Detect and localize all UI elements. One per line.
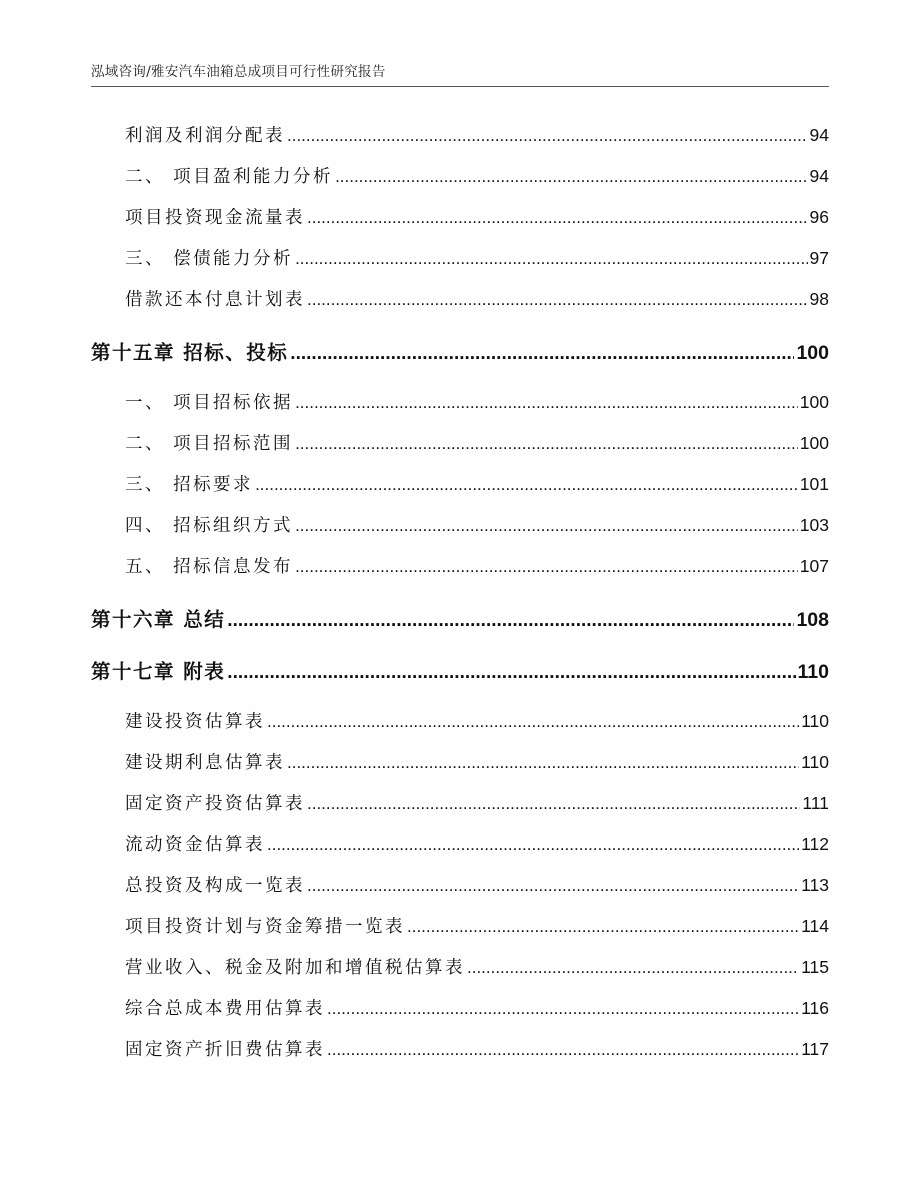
toc-page-number: 96	[809, 207, 829, 227]
toc-dot-leader	[295, 557, 798, 577]
toc-entry-label: 建设投资估算表	[125, 712, 265, 732]
toc-page-number: 117	[801, 1039, 829, 1059]
toc-entry-label: 四、 招标组织方式	[125, 516, 294, 536]
toc-entry[interactable]	[91, 204, 829, 230]
toc-entry-label: 五、 招标信息发布	[125, 557, 294, 577]
toc-page-number: 103	[799, 515, 829, 535]
toc-dot-leader	[267, 712, 799, 732]
toc-entry-label: 三、 偿债能力分析	[125, 249, 294, 269]
toc-entry[interactable]	[91, 913, 829, 939]
toc-entry-label: 借款还本付息计划表	[125, 290, 305, 310]
toc-entry[interactable]	[91, 163, 829, 189]
toc-entry-label: 建设期利息估算表	[125, 753, 285, 773]
toc-entry-label: 固定资产折旧费估算表	[125, 1040, 325, 1060]
toc-entry[interactable]	[91, 708, 829, 734]
toc-page-number: 101	[799, 474, 829, 494]
toc-entry-label: 营业收入、税金及附加和增值税估算表	[125, 958, 465, 978]
toc-dot-leader	[327, 1040, 799, 1060]
toc-page-number: 94	[809, 166, 829, 186]
toc-page-number: 114	[801, 916, 829, 936]
toc-entry[interactable]	[91, 995, 829, 1021]
toc-dot-leader	[295, 434, 798, 454]
toc-entry[interactable]	[91, 749, 829, 775]
toc-entry-label: 总投资及构成一览表	[125, 876, 305, 896]
toc-entry-label: 流动资金估算表	[125, 835, 265, 855]
toc-chapter-label: 第十五章 招标、投标	[91, 341, 289, 364]
toc-entry[interactable]	[91, 553, 829, 579]
toc-page-number: 97	[809, 248, 829, 268]
toc-page-number: 110	[797, 661, 829, 683]
toc-entry-label: 三、 招标要求	[125, 475, 254, 495]
toc-entry-label: 项目投资现金流量表	[125, 208, 305, 228]
toc-entry[interactable]	[91, 872, 829, 898]
toc-entry-label: 二、 项目盈利能力分析	[125, 167, 334, 187]
toc-entry[interactable]	[91, 790, 829, 816]
toc-entry-label: 一、 项目招标依据	[125, 393, 294, 413]
toc-dot-leader	[307, 876, 799, 896]
toc-entry[interactable]	[91, 1036, 829, 1062]
toc-dot-leader	[295, 249, 807, 269]
toc-entry[interactable]	[91, 122, 829, 148]
toc-dot-leader	[307, 208, 808, 228]
toc-dot-leader	[267, 835, 799, 855]
toc-entry-label: 项目投资计划与资金筹措一览表	[125, 917, 405, 937]
toc-entry[interactable]	[91, 245, 829, 271]
toc-chapter-label: 第十七章 附表	[91, 660, 226, 683]
running-header: 泓域咨询/雅安汽车油箱总成项目可行性研究报告	[91, 64, 386, 80]
toc-chapter-entry[interactable]	[91, 604, 829, 630]
toc-page-number: 100	[799, 433, 829, 453]
toc-page-number: 112	[801, 834, 829, 854]
toc-entry[interactable]	[91, 286, 829, 312]
toc-page-number: 98	[809, 289, 829, 309]
toc-page-number: 100	[799, 392, 829, 412]
toc-chapter-label: 第十六章 总结	[91, 608, 226, 631]
toc-page-number: 113	[801, 875, 829, 895]
toc-page-number: 107	[799, 556, 829, 576]
toc-dot-leader	[287, 126, 808, 146]
toc-entry[interactable]	[91, 389, 829, 415]
toc-entry[interactable]	[91, 512, 829, 538]
toc-entry-label: 二、 项目招标范围	[125, 434, 294, 454]
toc-entry[interactable]	[91, 954, 829, 980]
toc-entry-label: 固定资产投资估算表	[125, 794, 305, 814]
toc-dot-leader	[407, 917, 799, 937]
toc-entry[interactable]	[91, 430, 829, 456]
toc-dot-leader	[287, 753, 799, 773]
toc-page-number: 110	[801, 711, 829, 731]
toc-dot-leader	[307, 794, 800, 814]
toc-entry-label: 综合总成本费用估算表	[125, 999, 325, 1019]
toc-dot-leader	[255, 475, 798, 495]
toc-page-number: 100	[796, 342, 829, 364]
toc-chapter-entry[interactable]	[91, 656, 829, 682]
toc-dot-leader	[467, 958, 799, 978]
toc-dot-leader	[290, 343, 794, 365]
toc-page-number: 94	[809, 125, 829, 145]
toc-dot-leader	[335, 167, 807, 187]
toc-dot-leader	[295, 516, 798, 536]
toc-page-number: 116	[801, 998, 829, 1018]
toc-page-number: 115	[801, 957, 829, 977]
toc-dot-leader	[307, 290, 808, 310]
toc-dot-leader	[227, 662, 795, 684]
toc-dot-leader	[227, 610, 794, 632]
toc-chapter-entry[interactable]	[91, 337, 829, 363]
toc-entry[interactable]	[91, 471, 829, 497]
toc-dot-leader	[295, 393, 798, 413]
toc-entry[interactable]	[91, 831, 829, 857]
toc-page-number: 111	[802, 793, 829, 813]
table-of-contents	[91, 0, 829, 1191]
toc-page-number: 110	[801, 752, 829, 772]
toc-dot-leader	[327, 999, 799, 1019]
toc-page-number: 108	[796, 609, 829, 631]
toc-entry-label: 利润及利润分配表	[125, 126, 285, 146]
